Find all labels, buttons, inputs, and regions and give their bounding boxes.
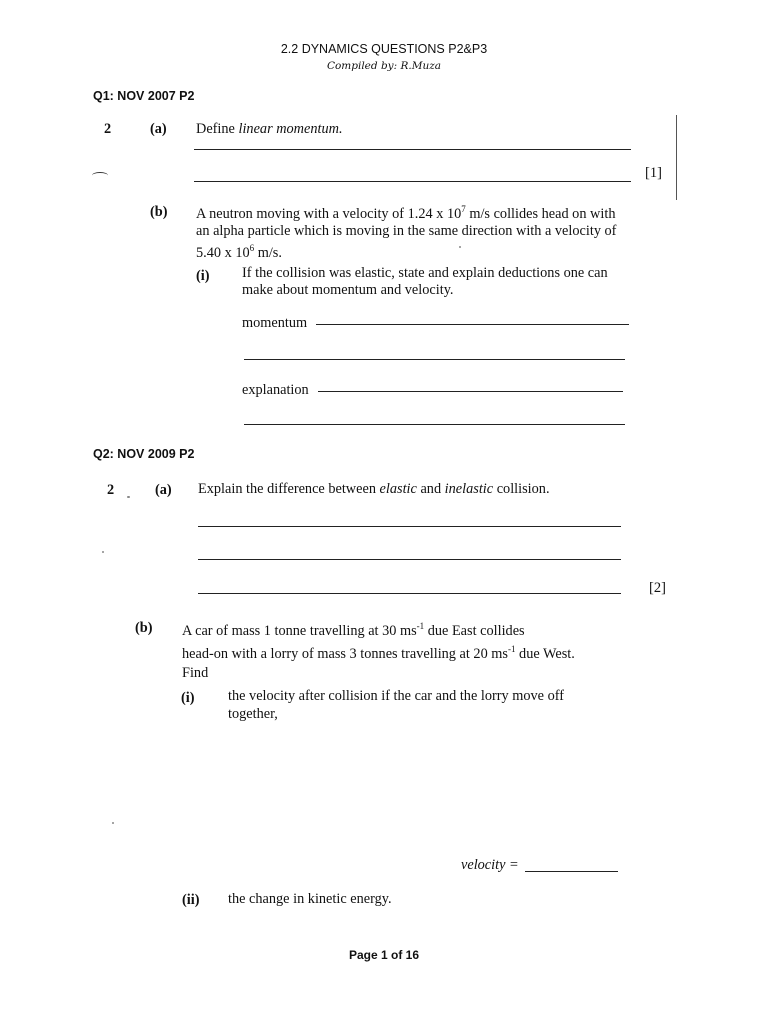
answer-line[interactable] (194, 181, 631, 182)
q2-bi-line2: together, (228, 706, 278, 722)
answer-line[interactable] (244, 359, 625, 360)
answer-line[interactable] (198, 526, 621, 527)
momentum-answer-line[interactable] (316, 324, 629, 325)
q1-number: 2 (104, 121, 112, 137)
velocity-answer-line[interactable] (525, 871, 618, 872)
scan-speck (102, 551, 104, 553)
q2-heading: Q2: NOV 2009 P2 (93, 447, 195, 461)
q2-a-label: (a) (155, 482, 172, 498)
q2-number: 2 (107, 482, 115, 498)
q1-a-marks: [1] (645, 165, 662, 181)
q1-b-line2: an alpha particle which is moving in the same direction with a velocity of (196, 222, 617, 239)
q1-a-text: Define (196, 121, 239, 137)
answer-line[interactable] (244, 424, 625, 425)
q2-a-marks: [2] (649, 580, 666, 596)
q2-bii-label: (ii) (182, 892, 200, 908)
momentum-label: momentum (242, 315, 308, 331)
q2-bii-question: the change in kinetic energy. (228, 891, 392, 907)
q1-b-question (196, 201, 656, 262)
q2-bi-question (228, 687, 628, 723)
q2-b-label: (b) (135, 620, 153, 636)
q2-b-line3: Find (182, 664, 209, 681)
q1-b-line1: A neutron moving with a velocity of 1.24 x $10^7$ m/s collides head on with (196, 204, 616, 222)
velocity-label: velocity = (461, 857, 519, 873)
answer-line[interactable] (198, 593, 621, 594)
q2-b-line1: A car of mass 1 tonne travelling at 30 $ms^{-1}$ due East collides (182, 621, 525, 639)
q2-bi-line1: the velocity after collision if the car and the lorry move off (228, 688, 564, 704)
q1-bi-question (242, 265, 642, 299)
document-title: 2.2 DYNAMICS QUESTIONS P2&P3 (280, 42, 488, 56)
scan-speck (127, 496, 130, 498)
scan-speck (459, 246, 461, 248)
q1-bi-label: (i) (196, 268, 210, 284)
explanation-answer-line[interactable] (318, 391, 623, 392)
compiled-by-note: Compiled by: R.Muza (326, 60, 442, 72)
margin-mark (92, 172, 108, 179)
q1-a-question (196, 121, 343, 138)
margin-line (676, 115, 677, 200)
q1-a-term: linear momentum. (238, 121, 343, 137)
answer-line[interactable] (198, 559, 621, 560)
q2-bi-label: (i) (181, 690, 195, 706)
q1-b-line3: 5.40 x $10^6$ m/s. (196, 242, 282, 261)
q1-bi-line1: If the collision was elastic, state and explain deductions one can (242, 265, 608, 281)
page-number: Page 1 of 16 (348, 948, 420, 962)
scan-speck (112, 822, 114, 824)
q1-a-label: (a) (150, 121, 167, 137)
answer-line[interactable] (194, 149, 631, 150)
q1-heading: Q1: NOV 2007 P2 (93, 89, 195, 103)
q2-a-question: Explain the difference between elastic and inelastic collision. (198, 481, 550, 497)
q1-b-label: (b) (150, 204, 168, 220)
q2-b-line2: head-on with a lorry of mass 3 tonnes travelling at 20 $ms^{-1}$ due West. (182, 644, 575, 663)
q2-b-question (182, 617, 642, 682)
q1-bi-line2: make about momentum and velocity. (242, 282, 454, 298)
explanation-label: explanation (242, 382, 309, 398)
